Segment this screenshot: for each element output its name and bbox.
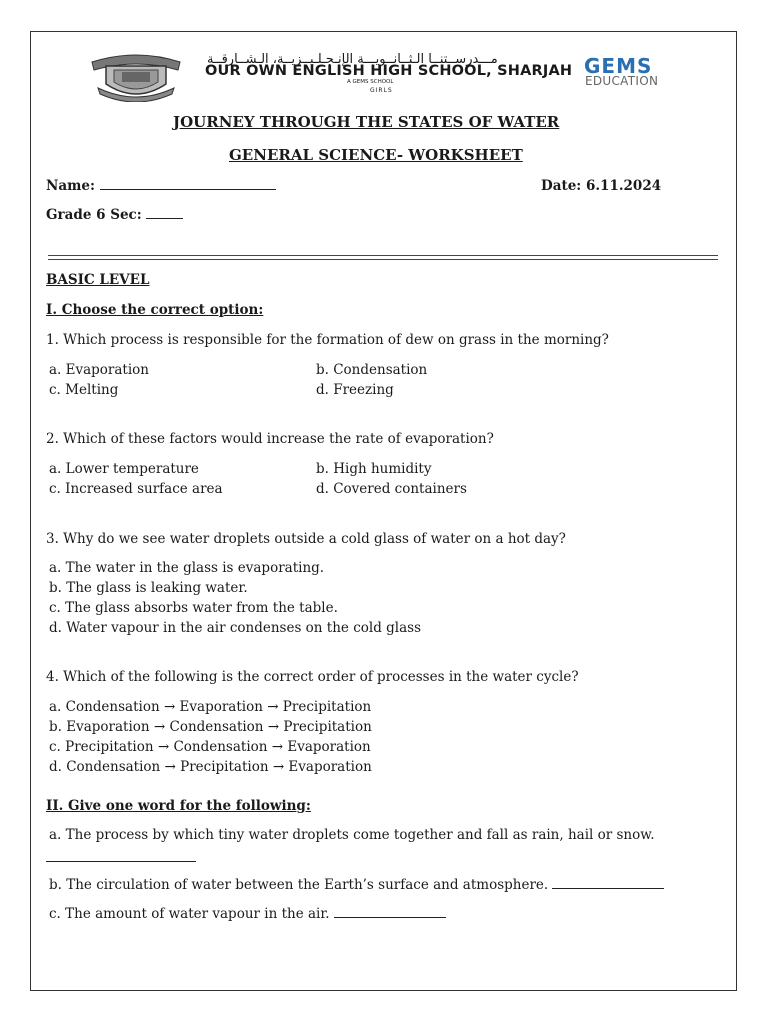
one-word-item-a: a. The process by which tiny water droplets come together and fall as rain, hail or snow. xyxy=(49,827,655,843)
q1-option-b[interactable]: b. Condensation xyxy=(316,362,428,378)
question-1: 1. Which process is responsible for the formation of dew on grass in the morning? xyxy=(46,332,609,348)
date-label: Date: 6.11.2024 xyxy=(541,178,662,194)
one-word-item-b: b. The circulation of water between the Earth’s surface and atmosphere. xyxy=(49,877,549,893)
grade-label: Grade 6 Sec: xyxy=(46,207,142,223)
question-4: 4. Which of the following is the correct order of processes in the water cycle? xyxy=(46,669,579,685)
q4-option-b[interactable]: b. Evaporation → Condensation → Precipitation xyxy=(49,719,372,735)
section1-heading: I. Choose the correct option: xyxy=(46,302,264,318)
q4-option-c[interactable]: c. Precipitation → Condensation → Evaporation xyxy=(49,739,371,755)
gems-brand-text: GEMS xyxy=(584,56,653,76)
q2-option-b[interactable]: b. High humidity xyxy=(316,461,432,477)
one-word-item-c-row xyxy=(49,906,446,922)
q3-option-a[interactable]: a. The water in the glass is evaporating. xyxy=(49,560,325,576)
worksheet-title: JOURNEY THROUGH THE STATES OF WATER xyxy=(173,113,560,131)
answer-blank-a[interactable] xyxy=(46,861,196,862)
q1-option-a[interactable]: a. Evaporation xyxy=(49,362,149,378)
worksheet-subtitle: GENERAL SCIENCE- WORKSHEET xyxy=(229,146,523,164)
q3-option-d[interactable]: d. Water vapour in the air condenses on the cold glass xyxy=(49,620,421,636)
question-2: 2. Which of these factors would increase the rate of evaporation? xyxy=(46,431,494,447)
name-label: Name: xyxy=(46,178,95,194)
school-subtitle: A GEMS SCHOOL xyxy=(347,79,394,85)
answer-blank-c[interactable] xyxy=(334,917,446,918)
gems-education-label: EDUCATION xyxy=(585,74,659,88)
q4-option-d[interactable]: d. Condensation → Precipitation → Evaporation xyxy=(49,759,372,775)
divider-line xyxy=(48,255,718,260)
name-blank[interactable] xyxy=(100,189,276,190)
answer-blank-b[interactable] xyxy=(552,888,664,889)
section-blank[interactable] xyxy=(146,218,183,219)
grade-field[interactable] xyxy=(46,207,183,223)
q2-option-a[interactable]: a. Lower temperature xyxy=(49,461,199,477)
question-3: 3. Why do we see water droplets outside a cold glass of water on a hot day? xyxy=(46,531,566,547)
level-heading: BASIC LEVEL xyxy=(46,272,150,288)
q2-option-c[interactable]: c. Increased surface area xyxy=(49,481,223,497)
school-name-arabic: مـــدرســتنــا الـثــانــويـــة الإنـجـلـيــزيــة، الـشــارقــة xyxy=(207,52,498,67)
one-word-item-c: c. The amount of water vapour in the air. xyxy=(49,906,330,922)
q3-option-c[interactable]: c. The glass absorbs water from the table. xyxy=(49,600,338,616)
gems-logo xyxy=(584,56,676,76)
section2-heading: II. Give one word for the following: xyxy=(46,798,311,814)
q1-option-d[interactable]: d. Freezing xyxy=(316,382,394,398)
q4-option-a[interactable]: a. Condensation → Evaporation → Precipitation xyxy=(49,699,372,715)
page-border xyxy=(30,31,737,991)
q1-option-c[interactable]: c. Melting xyxy=(49,382,119,398)
q2-option-d[interactable]: d. Covered containers xyxy=(316,481,467,497)
school-name: OUR OWN ENGLISH HIGH SCHOOL, SHARJAH xyxy=(205,63,573,79)
school-crest-logo xyxy=(88,50,184,102)
one-word-item-b-row xyxy=(49,877,664,893)
school-section: GIRLS xyxy=(370,87,393,94)
q3-option-b[interactable]: b. The glass is leaking water. xyxy=(49,580,248,596)
name-field[interactable] xyxy=(46,178,276,194)
